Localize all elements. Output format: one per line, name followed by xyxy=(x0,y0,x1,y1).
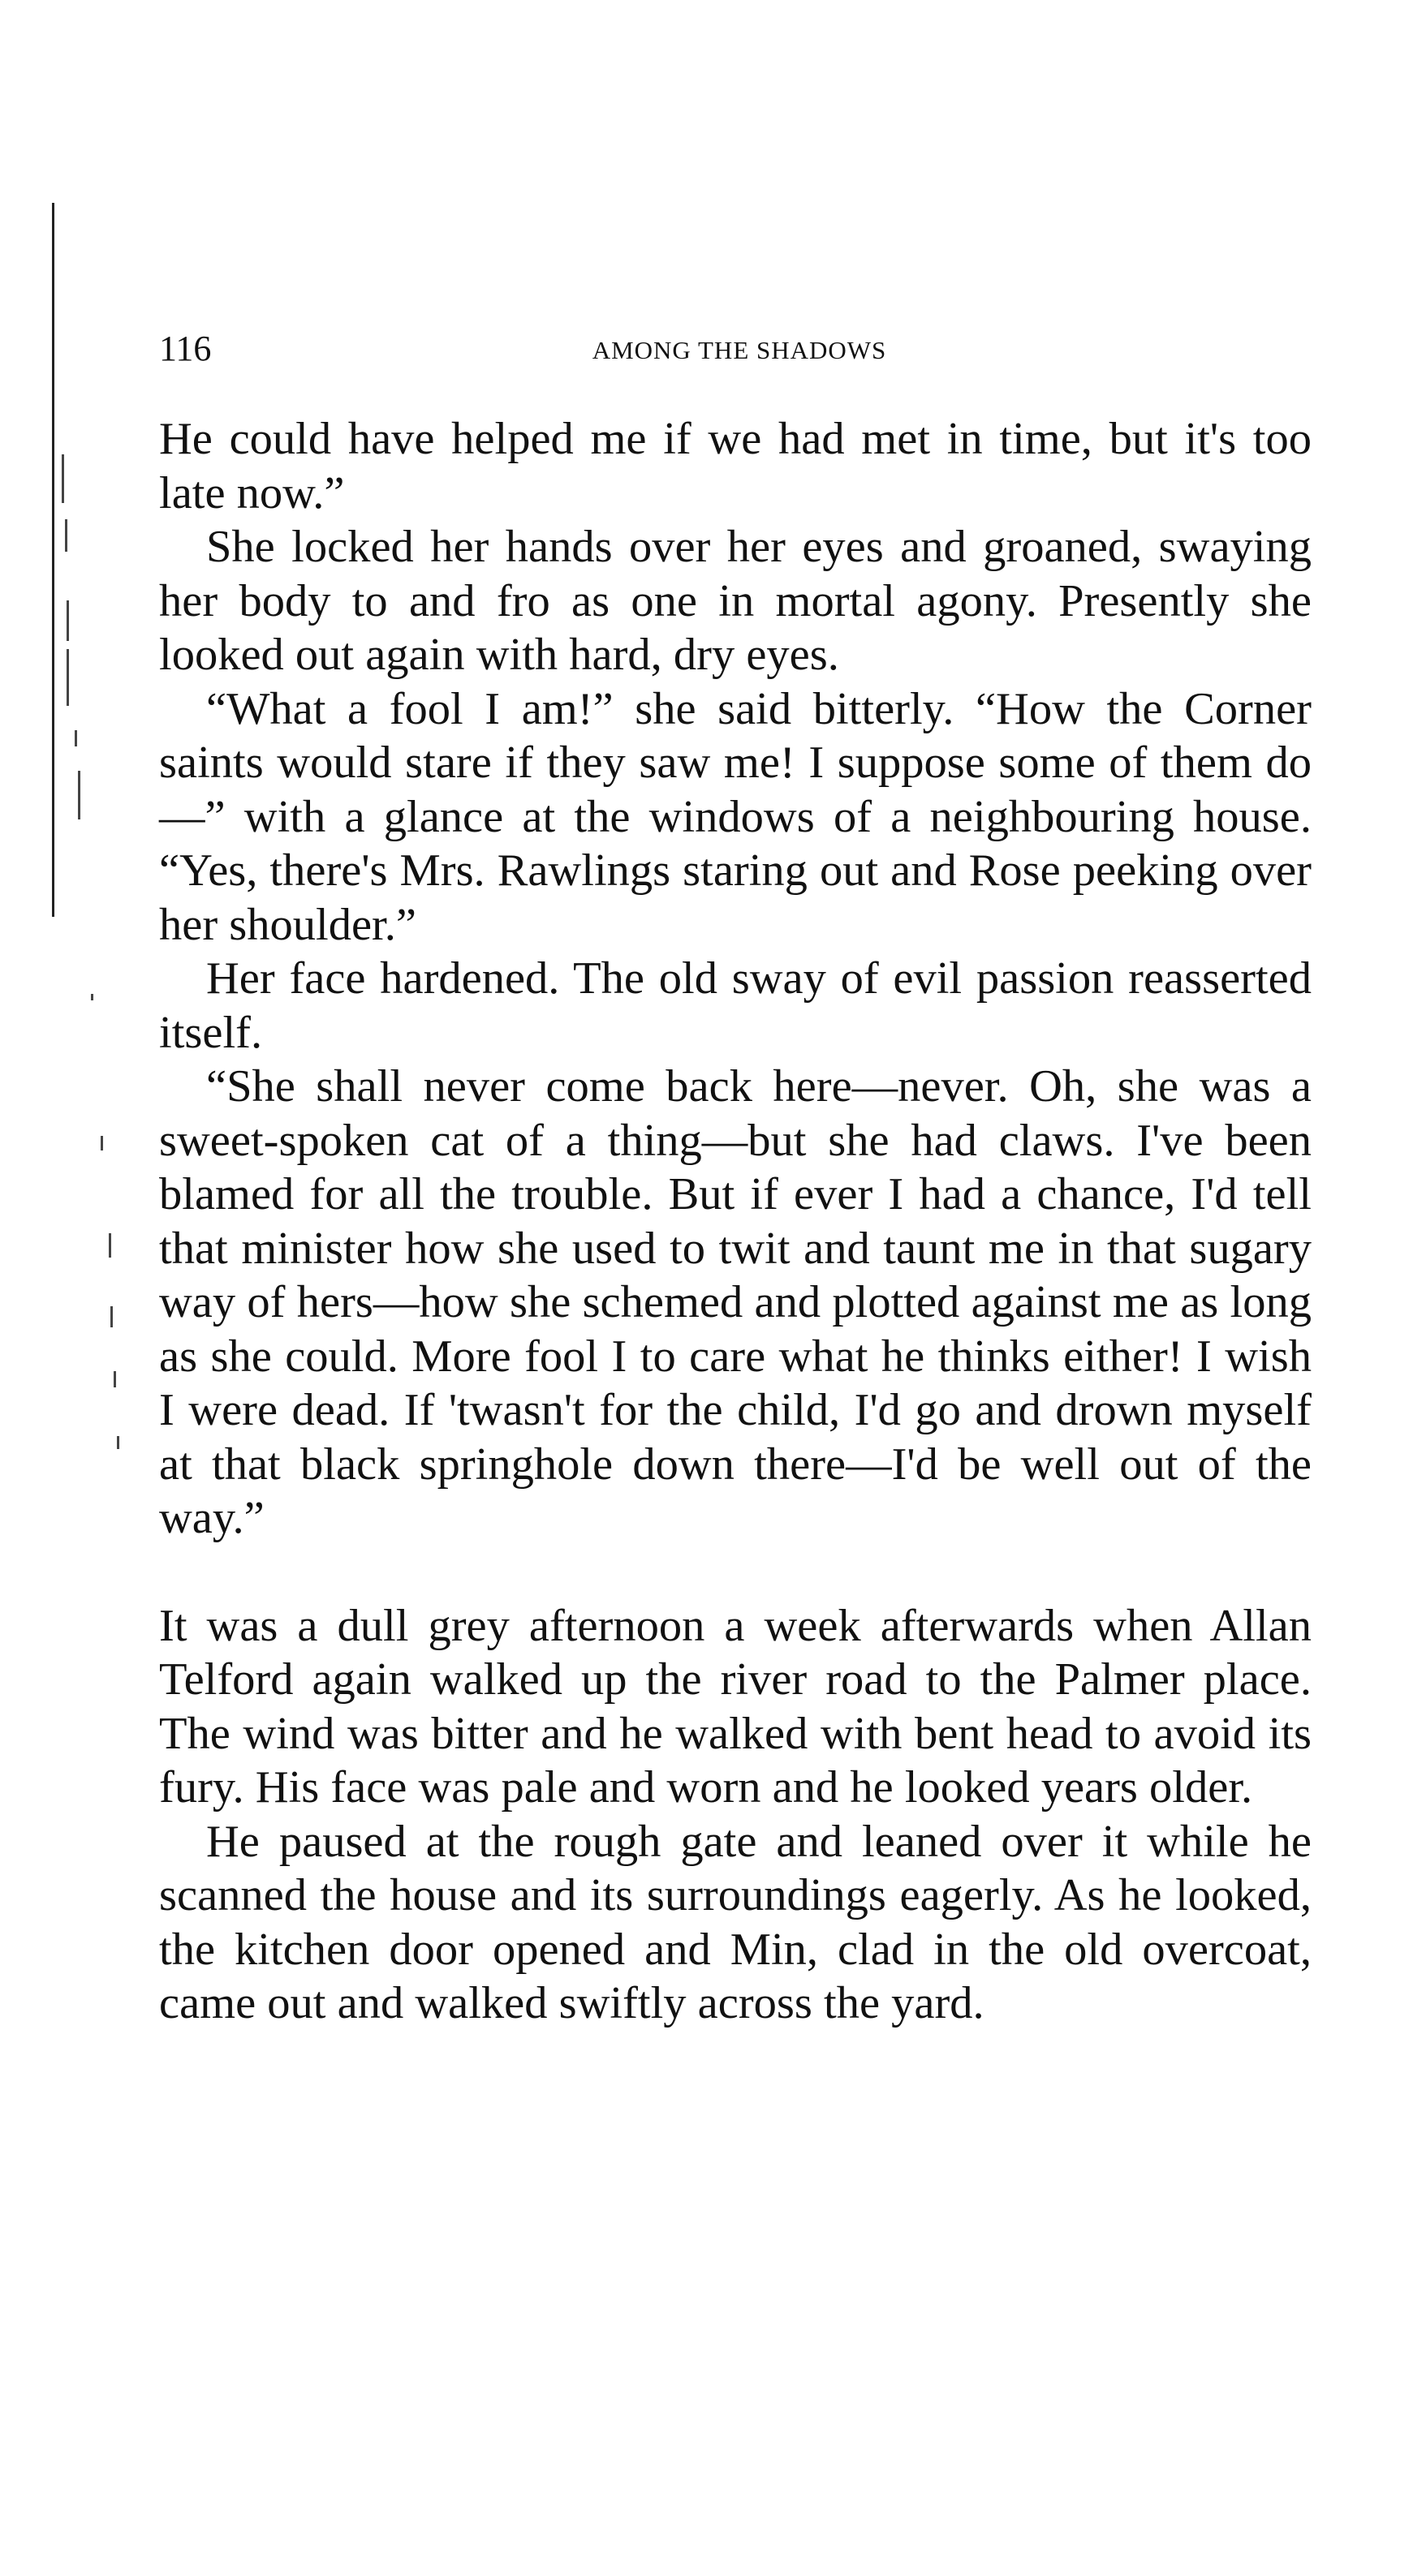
binding-edge-line xyxy=(52,203,54,917)
paragraph: He paused at the rough gate and leaned over it while he scanned the house and its surroundings eagerly. As he looked, the kitchen door opened and Min, clad in the old overcoat, came out and walked swiftly across the yard. xyxy=(159,1816,1312,2028)
binding-edge-mark xyxy=(62,454,64,503)
paragraph: He could have helped me if we had met in time, but it's too late now.” xyxy=(159,414,1312,518)
binding-edge-mark xyxy=(65,519,67,552)
running-head: AMONG THE SHADOWS xyxy=(592,336,887,364)
binding-edge-mark xyxy=(67,649,69,706)
page-header xyxy=(159,325,1312,373)
paragraph: “What a fool I am!” she said bitterly. “How the Corner saints would stare if they saw me! I suppose some of them do—” with a glance at the windows of a neighbouring house. “Yes, there's Mrs. Rawlings staring out and Rose peeking over her shoulder.” xyxy=(159,683,1312,950)
body-text xyxy=(159,412,1312,2031)
page-number: 116 xyxy=(159,329,212,368)
paragraph: “She shall never come back here—never. Oh, she was a sweet-spoken cat of a thing—but she had claws. I've been blamed for all the trouble. But if ever I had a chance, I'd tell that minister how she used to twit and taunt me in that sugary way of hers—how she schemed and plotted against me as long as she could. More fool I to care what he thinks either! I wish I were dead. If 'twasn't for the child, I'd go and drown myself at that black springhole down there—I'd be well out of the way.” xyxy=(159,1061,1312,1543)
binding-edge-mark xyxy=(67,600,69,641)
binding-edge-mark xyxy=(109,1233,111,1258)
binding-edge-mark xyxy=(91,994,93,1000)
paragraph: Her face hardened. The old sway of evil passion reasserted itself. xyxy=(159,953,1312,1058)
paragraph: She locked her hands over her eyes and groaned, swaying her body to and fro as one in mortal agony. Presently she looked out again with hard, dry eyes. xyxy=(159,522,1312,680)
binding-edge-mark xyxy=(78,771,80,819)
paragraph: It was a dull grey afternoon a week afterwards when Allan Telford again walked up the river road to the Palmer place. The wind was bitter and he walked with bent head to avoid its fury. His face was pale and worn and he looked years older. xyxy=(159,1600,1312,1813)
binding-edge-mark xyxy=(75,730,77,746)
binding-edge-mark xyxy=(114,1371,116,1387)
binding-edge-mark xyxy=(117,1436,119,1449)
binding-edge-mark xyxy=(101,1136,103,1150)
binding-edge-mark xyxy=(110,1306,113,1327)
